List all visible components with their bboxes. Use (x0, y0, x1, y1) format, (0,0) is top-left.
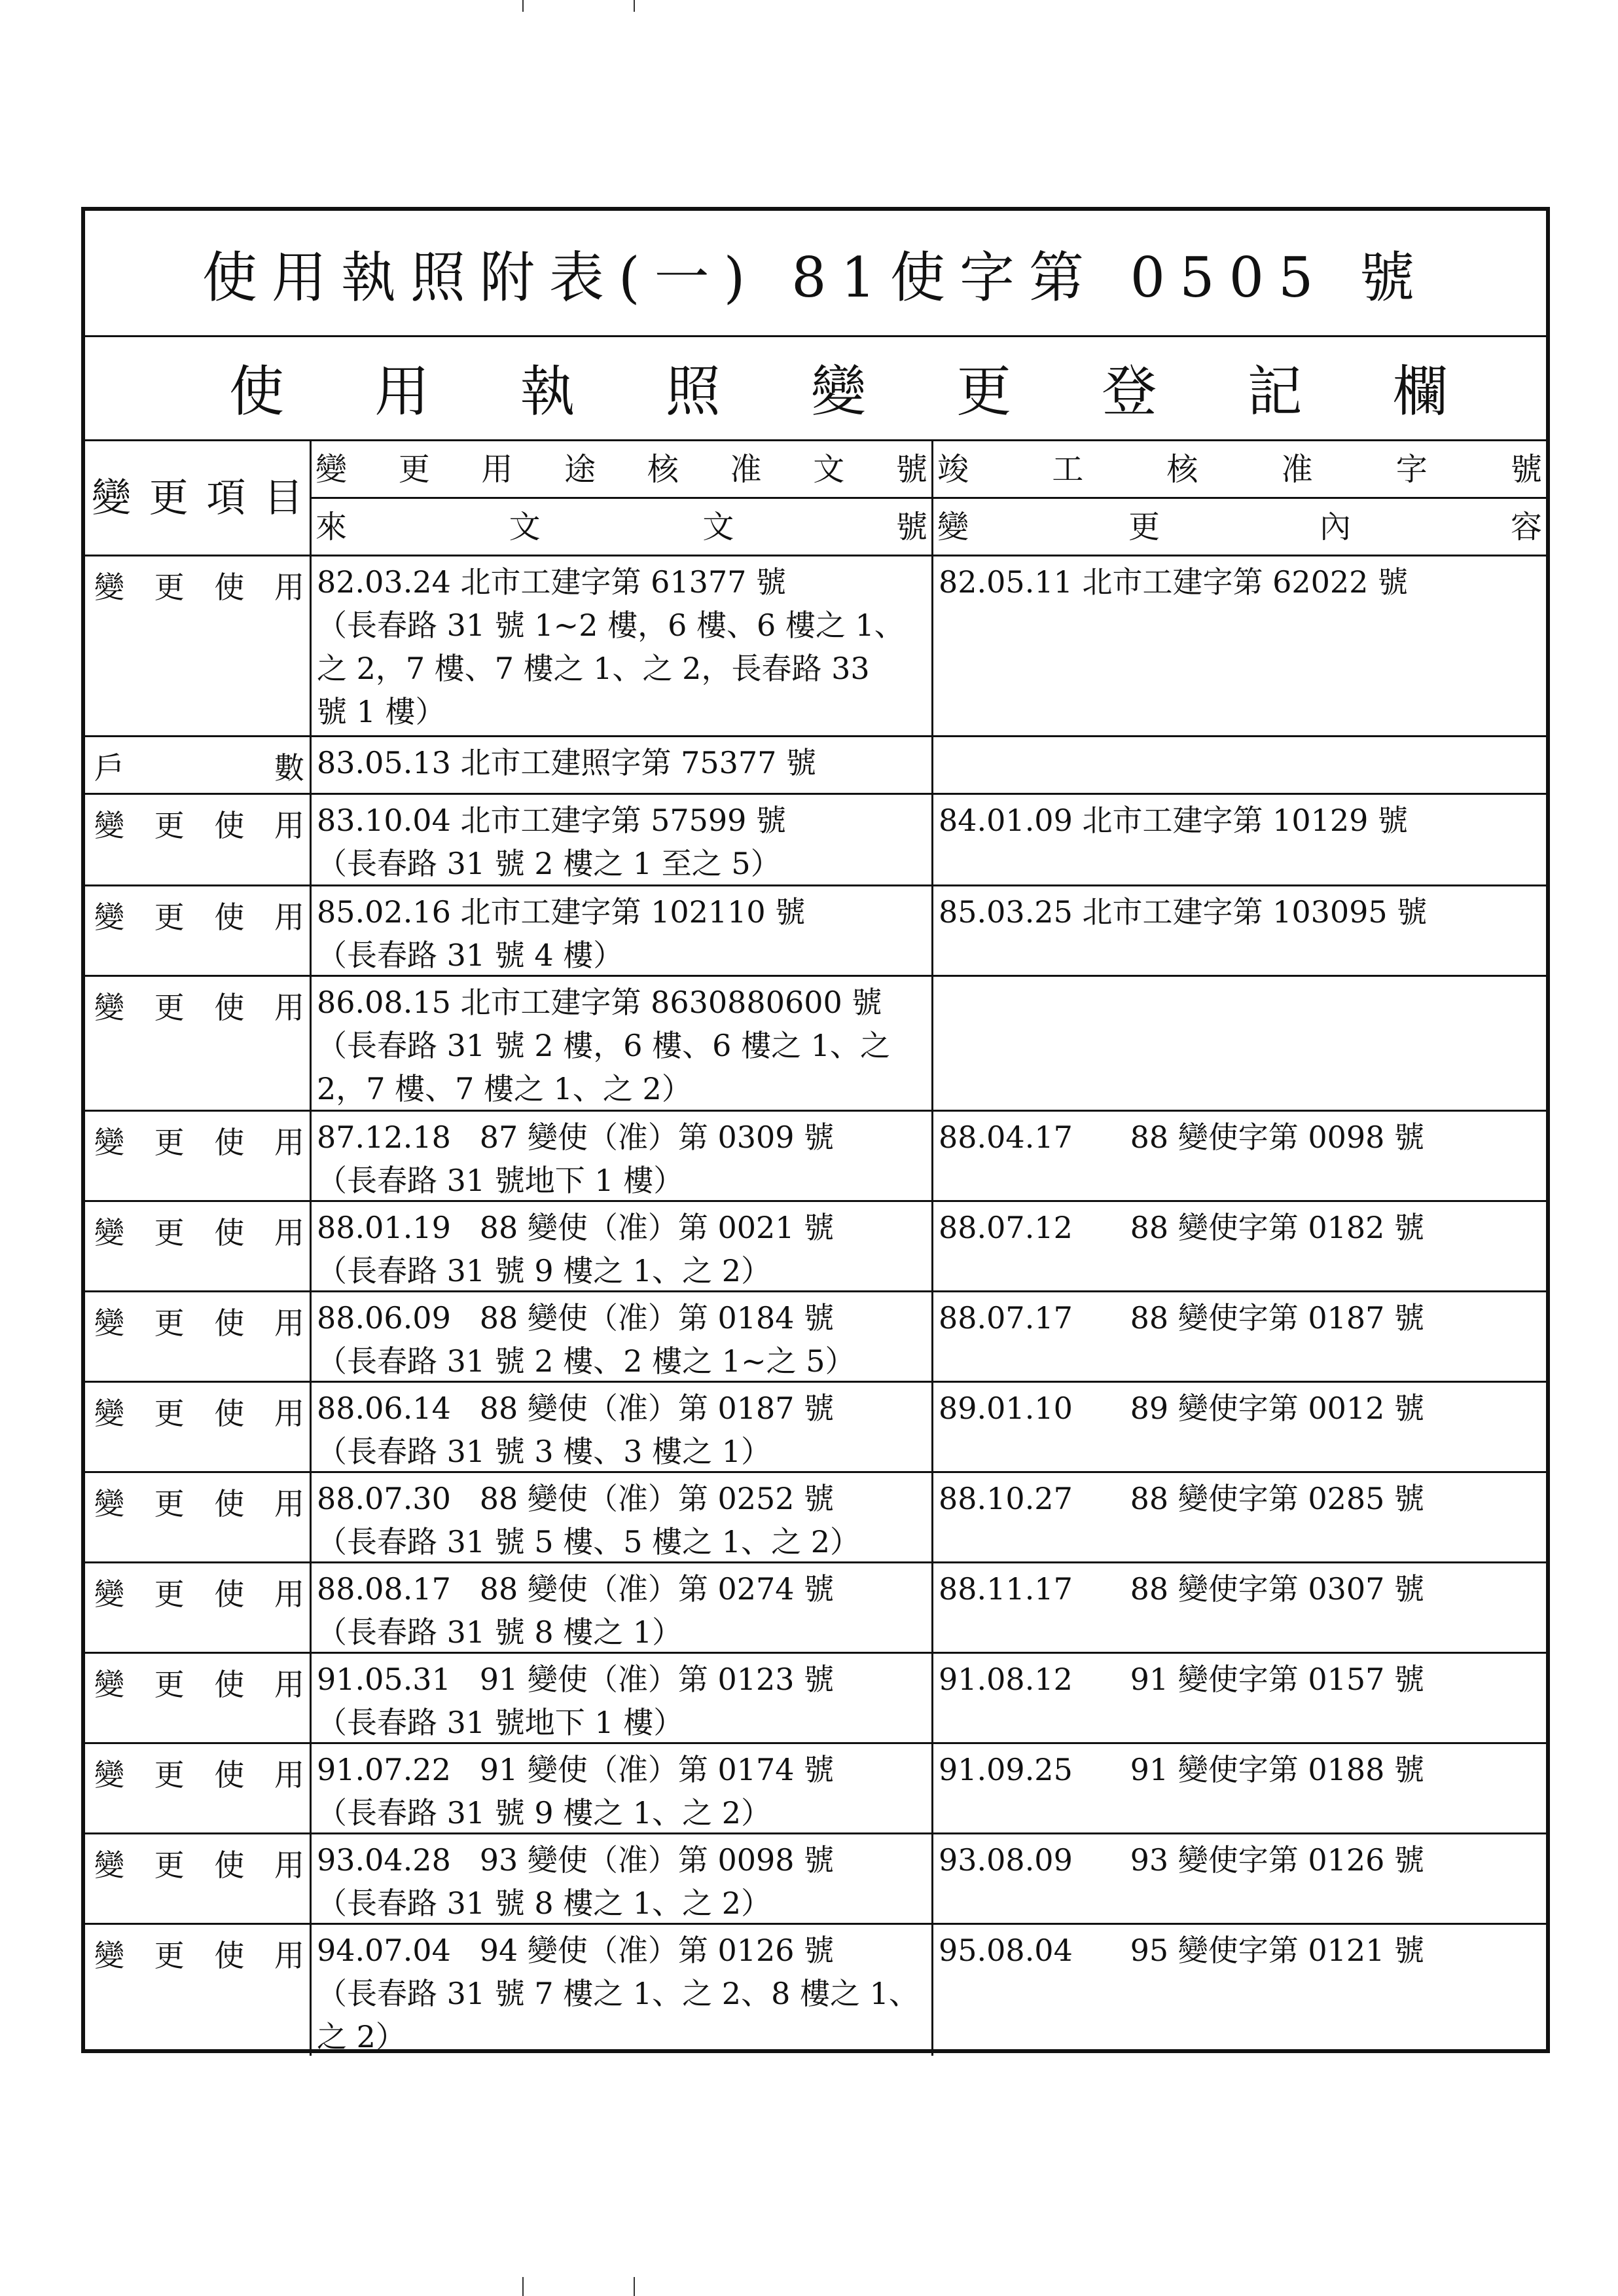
table-row-item: 變 更 使 用 (85, 1925, 312, 2056)
table-row-document: 88.06.14 88 變使（准）第 0187 號 （長春路 31 號 3 樓、3 樓之 1） (312, 1383, 933, 1473)
section-title-char: 登 (1102, 359, 1157, 424)
table-row-completion: 85.03.25 北市工建字第 103095 號 (933, 886, 1546, 977)
section-title-char: 變 (810, 359, 866, 424)
table-row-document: 82.03.24 北市工建字第 61377 號 （長春路 31 號 1~2 樓，6 樓、6 樓之 1、 之 2，7 樓、7 樓之 1、之 2，長春路 33 號 1 樓） (312, 556, 933, 737)
table-row-completion: 93.08.09 93 變使字第 0126 號 (933, 1834, 1546, 1925)
table-row-item: 變 更 使 用 (85, 1744, 312, 1834)
page-title: 使用執照附表(一) 81使字第 0505 號 (85, 211, 1546, 337)
table-row-document: 85.02.16 北市工建字第 102110 號 （長春路 31 號 4 樓） (312, 886, 933, 977)
header-approval-number: 變 更 用 途 核 准 文 號 (312, 441, 933, 499)
header-incoming-number: 來 文 文 號 (312, 499, 933, 556)
section-title-char: 執 (520, 359, 575, 424)
section-title-char: 更 (956, 359, 1012, 424)
section-title (85, 335, 1546, 441)
table-row-document: 87.12.18 87 變使（准）第 0309 號 （長春路 31 號地下 1 樓） (312, 1112, 933, 1202)
table-row-item: 變 更 使 用 (85, 795, 312, 886)
table-row-document: 86.08.15 北市工建字第 8630880600 號 （長春路 31 號 2 樓，6 樓、6 樓之 1、之 2，7 樓、7 樓之 1、之 2） (312, 977, 933, 1112)
section-title-char: 使 (229, 359, 285, 424)
table-row-document: 83.05.13 北市工建照字第 75377 號 (312, 737, 933, 795)
table-row-completion: 91.09.25 91 變使字第 0188 號 (933, 1744, 1546, 1834)
table-row-completion: 89.01.10 89 變使字第 0012 號 (933, 1383, 1546, 1473)
table-row-document: 88.06.09 88 變使（准）第 0184 號 （長春路 31 號 2 樓、2 樓之 1~之 5） (312, 1292, 933, 1383)
table-row-item: 變 更 使 用 (85, 886, 312, 977)
table-row-item: 變 更 使 用 (85, 1202, 312, 1292)
header-change-content: 變 更 內 容 (933, 499, 1546, 556)
table-row-document: 88.08.17 88 變使（准）第 0274 號 （長春路 31 號 8 樓之 1） (312, 1563, 933, 1654)
table-row-document: 93.04.28 93 變使（准）第 0098 號 （長春路 31 號 8 樓之 1、之 2） (312, 1834, 933, 1925)
header-change-item: 變 更 項 目 (85, 441, 312, 556)
table-row-item: 變 更 使 用 (85, 1112, 312, 1202)
table-row-completion: 88.04.17 88 變使字第 0098 號 (933, 1112, 1546, 1202)
registration-mark (522, 2277, 524, 2296)
table-row-item: 變 更 使 用 (85, 1292, 312, 1383)
table-row-document: 88.07.30 88 變使（准）第 0252 號 （長春路 31 號 5 樓、5 樓之 1、之 2） (312, 1473, 933, 1563)
table-row-document: 94.07.04 94 變使（准）第 0126 號 （長春路 31 號 7 樓之 1、之 2、8 樓之 1、 之 2） (312, 1925, 933, 2056)
table-row-completion: 88.11.17 88 變使字第 0307 號 (933, 1563, 1546, 1654)
registration-mark (634, 2277, 635, 2296)
table-row-item: 變 更 使 用 (85, 556, 312, 737)
table-row-document: 83.10.04 北市工建字第 57599 號 （長春路 31 號 2 樓之 1 至之 5） (312, 795, 933, 886)
section-title-char: 照 (665, 359, 721, 424)
table-row-item: 變 更 使 用 (85, 1654, 312, 1744)
table-row-completion: 82.05.11 北市工建字第 62022 號 (933, 556, 1546, 737)
table-row-document: 88.01.19 88 變使（准）第 0021 號 （長春路 31 號 9 樓之 1、之 2） (312, 1202, 933, 1292)
table-row-item: 變 更 使 用 (85, 1834, 312, 1925)
section-title-char: 欄 (1392, 359, 1448, 424)
table-row-completion: 95.08.04 95 變使字第 0121 號 (939, 1933, 1425, 1968)
table-row-completion: 88.07.12 88 變使字第 0182 號 (933, 1202, 1546, 1292)
table-row-item: 變 更 使 用 (85, 977, 312, 1112)
registration-mark (634, 0, 635, 12)
table-row-document: 91.05.31 91 變使（准）第 0123 號 （長春路 31 號地下 1 樓） (312, 1654, 933, 1744)
table-row-item: 戶 數 (85, 737, 312, 795)
table-row-completion (933, 737, 1546, 795)
table-row-item: 變 更 使 用 (85, 1473, 312, 1563)
header-completion-number: 竣 工 核 准 字 號 (933, 441, 1546, 499)
registration-mark (522, 0, 524, 12)
table-row-document: 91.07.22 91 變使（准）第 0174 號 （長春路 31 號 9 樓之 1、之 2） (312, 1744, 933, 1834)
table-row-item: 變 更 使 用 (85, 1563, 312, 1654)
table-row-completion (933, 977, 1546, 1112)
table-row-completion: 91.08.12 91 變使字第 0157 號 (933, 1654, 1546, 1744)
change-register-grid (85, 441, 1546, 2056)
table-row-completion: 84.01.09 北市工建字第 10129 號 (933, 795, 1546, 886)
table-row-completion: 88.07.17 88 變使字第 0187 號 (933, 1292, 1546, 1383)
table-row-item: 變 更 使 用 (85, 1383, 312, 1473)
section-title-char: 記 (1247, 359, 1303, 424)
table-row-completion: 88.10.27 88 變使字第 0285 號 (933, 1473, 1546, 1563)
section-title-char: 用 (374, 359, 430, 424)
license-appendix-table (81, 207, 1550, 2053)
